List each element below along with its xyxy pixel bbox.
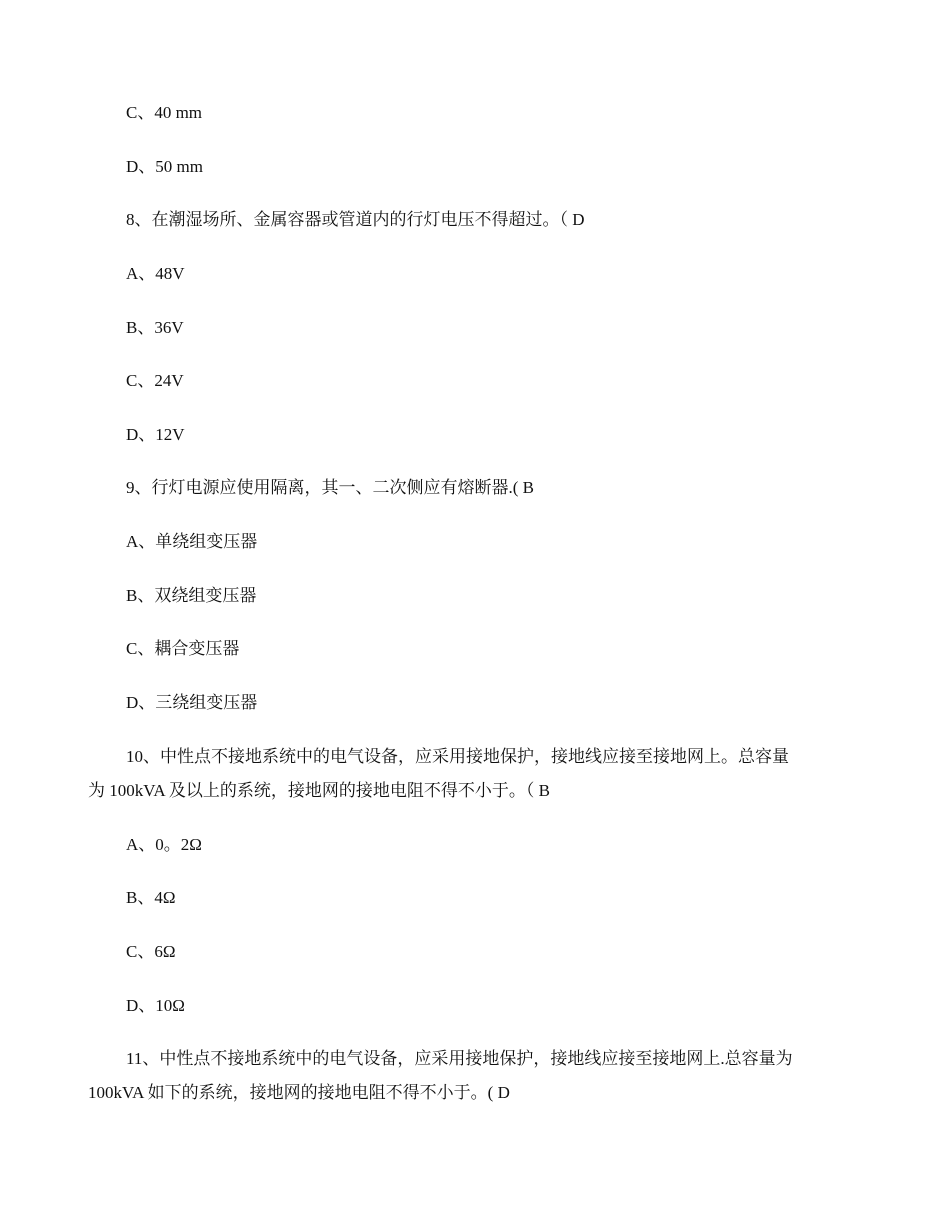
option-d-q9: D、三绕组变压器 <box>126 693 258 712</box>
question-11-line-1: 11、中性点不接地系统中的电气设备，应采用接地保护，接地线应接至接地网上.总容量为 <box>126 1049 793 1068</box>
option-a-q8: A、48V <box>126 264 185 283</box>
option-c-q8: C、24V <box>126 371 184 390</box>
question-9: 9、行灯电源应使用隔离，其一、二次侧应有熔断器.( B <box>126 478 534 497</box>
option-a-q10: A、0。2Ω <box>126 835 202 854</box>
option-d-q8: D、12V <box>126 425 185 444</box>
option-c-q10: C、6Ω <box>126 942 176 961</box>
question-10-line-1: 10、中性点不接地系统中的电气设备，应采用接地保护，接地线应接至接地网上。总容量 <box>126 747 789 766</box>
option-c-q7: C、40 mm <box>126 103 203 122</box>
option-a-q9: A、单绕组变压器 <box>126 532 258 551</box>
question-8: 8、在潮湿场所、金属容器或管道内的行灯电压不得超过。（ D <box>126 210 585 229</box>
option-d-q7: D、50 mm <box>126 157 203 176</box>
option-d-q10: D、10Ω <box>126 996 185 1015</box>
question-10-line-2: 为 100kVA 及以上的系统，接地网的接地电阻不得不小于。（ B <box>88 781 551 800</box>
option-c-q9: C、耦合变压器 <box>126 639 240 658</box>
option-b-q10: B、4Ω <box>126 888 176 907</box>
option-b-q8: B、36V <box>126 318 184 337</box>
option-b-q9: B、双绕组变压器 <box>126 586 257 605</box>
question-11-line-2: 100kVA 如下的系统，接地网的接地电阻不得不小于。( D <box>88 1083 510 1102</box>
